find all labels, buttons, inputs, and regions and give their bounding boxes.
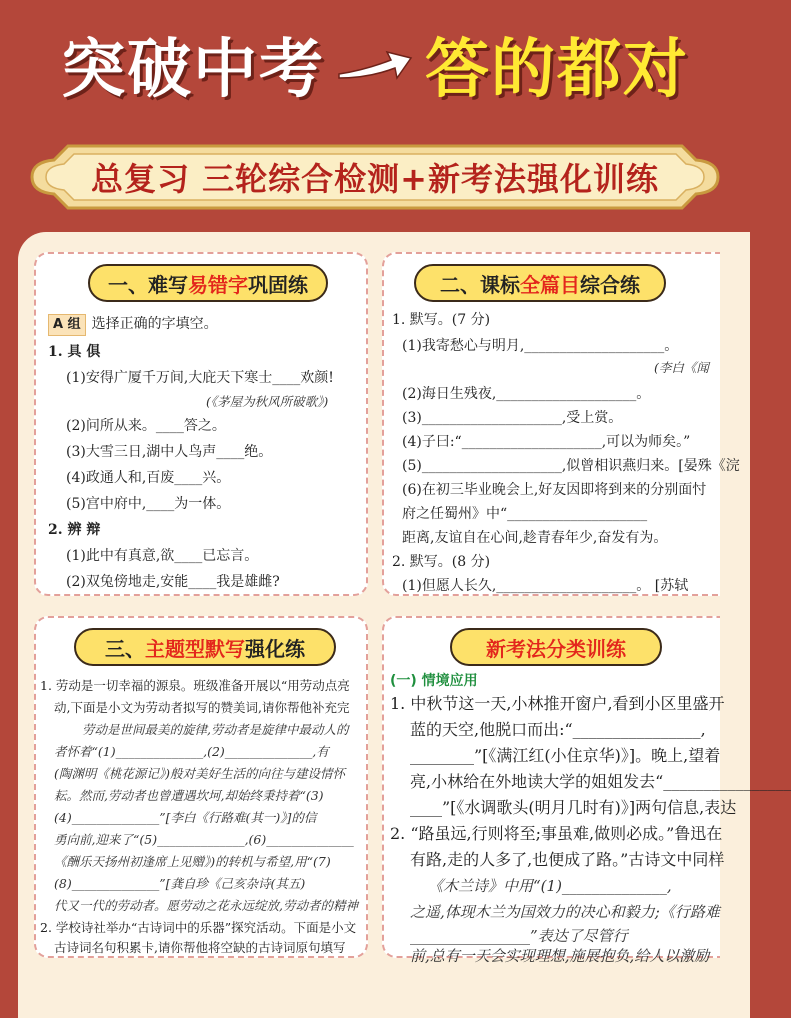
card1-line: (2)问所从来。____答之。 <box>66 418 226 434</box>
card3-line: 2. 学校诗社举办“古诗词中的乐器”探究活动。下面是小文 <box>40 920 357 935</box>
card1-line: (1)安得广厦千万间,大庇天下寒士____欢颜! <box>66 370 334 386</box>
banner-text: 总复习 三轮综合检测+新考法强化训练 <box>91 160 659 198</box>
card1-line: (5)宫中府中,____为一体。 <box>66 496 231 512</box>
card4-title: 新考法分类训练 <box>450 628 662 666</box>
card3-line: 勇向前,迎来了“(5)______________,(6)______________ <box>54 832 354 847</box>
card1-line: (2)双兔傍地走,安能____我是雄雌? <box>66 574 280 590</box>
card4-section-label: (一) 情境应用 <box>390 673 478 689</box>
card3-line: 者怀着“(1)______________,(2)______________,有 <box>54 744 329 759</box>
card4-line: 2. “路虽远,行则将至;事虽难,做则必成。”鲁迅在 <box>390 824 723 843</box>
card1-line: (3)大雪三日,湖中人鸟声____绝。 <box>66 444 273 460</box>
card1-instruction: A 组 选择正确的字填空。 <box>48 314 218 336</box>
card4-line: 1. 中秋节这一天,小林推开窗户,看到小区里盛开 <box>390 694 725 713</box>
subtitle-banner <box>28 142 722 212</box>
card2-line: 府之任蜀州》中“____________________ <box>402 506 648 522</box>
card4-line: 之遥,体现木兰为国效力的决心和毅力;《行路难 <box>410 903 720 921</box>
card-typo-practice <box>34 252 368 596</box>
card-new-method-training <box>382 616 791 965</box>
headline-left: 突破中考 <box>61 33 325 107</box>
card4-line: ____”[《水调歌头(明月几时有)》]两句信息,表达 <box>410 798 737 817</box>
card-theme-dictation <box>34 616 368 958</box>
card3-line: 代又一代的劳动者。愿劳动之花永远绽放,劳动者的精神 <box>54 898 358 913</box>
card1-line: (《茅屋为秋风所破歌》) <box>206 394 329 409</box>
card2-line: (1)但愿人长久,____________________。 [苏轼 <box>402 578 689 594</box>
card2-line: 2. 默写。(8 分) <box>392 554 491 570</box>
card4-line: ________”[《满江红(小住京华)》]。晚上,望着 <box>410 746 721 765</box>
card3-line: 动,下面是小文为劳动者拟写的赞美词,请你帮他补充完 <box>54 700 350 715</box>
card3-line: 劳动是世间最美的旋律,劳动者是旋律中最动人的 <box>82 722 349 737</box>
arrow-right-icon <box>335 44 415 84</box>
card2-line: 距离,友谊自在心间,趁青春年少,奋发有为。 <box>402 530 668 546</box>
card2-line: 1. 默写。(7 分) <box>392 312 491 328</box>
card2-line: (2)海日生残夜,____________________。 <box>402 386 651 402</box>
card3-line: 耘。然而,劳动者也曾遭遇坎坷,却始终秉持着“(3) <box>54 788 324 803</box>
card2-line: (5)____________________,似曾相识燕归来。[晏殊《浣 <box>402 458 740 474</box>
card3-title: 三、 主题型默写 强化练 <box>74 628 336 666</box>
card4-line: 《木兰诗》中用“(1)______________, <box>428 877 672 895</box>
headline <box>0 24 750 107</box>
card2-line: (李白《闻 <box>654 360 709 375</box>
card1-line: (1)此中有真意,欲____已忘言。 <box>66 548 259 564</box>
card4-line: ________________”表达了尽管行 <box>410 927 628 945</box>
card-curriculum-practice <box>382 252 740 596</box>
card4-line: 蓝的天空,他脱口而出:“________________, <box>410 720 706 739</box>
card4-line: 有路,走的人多了,也便成了路。”古诗文中同样 <box>410 850 725 869</box>
card2-title: 二、课标 全篇目 综合练 <box>414 264 666 302</box>
card1-line: (4)政通人和,百废____兴。 <box>66 470 231 486</box>
card1-line: 1. 具 俱 <box>48 344 101 360</box>
card2-line: (4)子曰:“____________________,可以为师矣。” <box>402 434 691 450</box>
card2-line: (1)我寄愁心与明月,____________________。 <box>402 338 679 354</box>
card2-line: (3)____________________,受上赏。 <box>402 410 623 426</box>
headline-right: 答的都对 <box>425 33 689 107</box>
card2-line: (6)在初三毕业晚会上,好友因即将到来的分别面忖 <box>402 482 707 498</box>
card1-line: 2. 辨 辩 <box>48 522 101 538</box>
card4-line: 前,总有一天会实现理想,施展抱负,给人以激励 <box>410 947 710 965</box>
card3-line: (8)______________”[龚自珍《己亥杂诗(其五) <box>54 876 306 891</box>
card3-line: 1. 劳动是一切幸福的源泉。班级准备开展以“用劳动点亮 <box>40 678 350 693</box>
card3-line: (4)______________”[李白《行路难(其一)》]的信 <box>54 810 317 825</box>
card3-line: 《酬乐天扬州初逢席上见赠》)的转机与希望,用“(7) <box>54 854 331 869</box>
card4-line: 亮,小林给在外地读大学的姐姐发去“________________ <box>410 772 791 791</box>
card1-title: 一、难写 易错字 巩固练 <box>88 264 328 302</box>
card3-line: (陶渊明《桃花源记》)般对美好生活的向往与建设情怀 <box>54 766 346 781</box>
card3-line: 古诗词名句积累卡,请你帮他将空缺的古诗词原句填写 <box>54 940 346 955</box>
